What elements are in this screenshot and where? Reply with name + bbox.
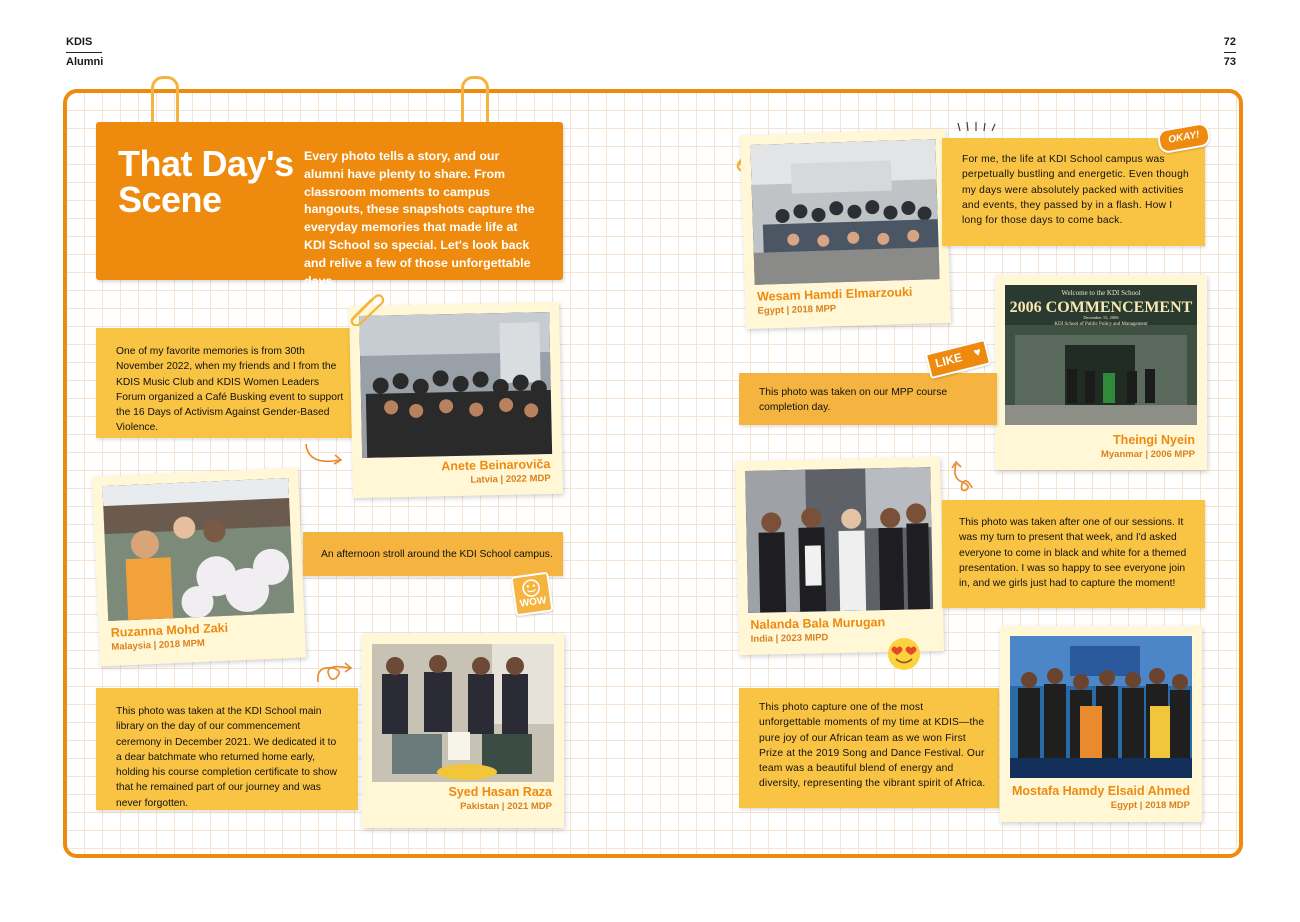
photo-classroom-group xyxy=(750,139,939,285)
photo-polaroid xyxy=(92,468,306,667)
alumni-program: Myanmar | 2006 MPP xyxy=(1100,449,1195,460)
photo-campus-stroll xyxy=(102,478,294,621)
photo-caption xyxy=(1101,433,1195,461)
story-note: This photo capture one of the most unforgettable moments of my time at KDIS—the pure joy of our African team as we won First Prize at the 2019 Song and Dance Festival. Our team was a beautiful blend of energy and diversity, representing the vibrant spirit of Africa. xyxy=(739,688,999,808)
sign-commencement-text: 2006 COMMENCEMENT xyxy=(1009,299,1193,316)
photo-caption xyxy=(441,457,551,487)
alumni-name: Nalanda Bala Murugan xyxy=(750,615,886,632)
alumni-name: Ruzanna Mohd Zaki xyxy=(110,620,229,640)
header-rule xyxy=(66,52,102,53)
photo-commencement-2006 xyxy=(1005,285,1197,425)
photo-caption xyxy=(110,621,228,654)
like-sticker-label: LIKE xyxy=(933,350,964,371)
alumni-name: Wesam Hamdi Elmarzouki xyxy=(756,284,913,304)
alumni-program: Egypt | 2018 MPP xyxy=(757,303,837,317)
paperclip-icon xyxy=(346,290,386,326)
story-note: For me, the life at KDI School campus was perpetually bustling and energetic. Even though my days were absolutely packed with activities and events, they passed by in a flash. How I long for those days to come back. xyxy=(942,138,1205,246)
sparkle-lines-icon xyxy=(955,120,1001,134)
heart-icon: ♥ xyxy=(972,344,983,360)
photo-caption xyxy=(757,285,913,318)
story-note: One of my favorite memories is from 30th November 2022, when my friends and I from the KDIS Music Club and KDIS Women Leaders Forum organized a Café Busking event to support the 16 Days of Activism Against Gender-Based Violence. xyxy=(96,328,358,438)
wow-sticker-icon xyxy=(510,572,553,617)
alumni-program: India | 2023 MIPD xyxy=(750,632,829,645)
photo-polaroid xyxy=(1000,626,1202,822)
section-label-bottom: Alumni xyxy=(66,56,104,68)
alumni-name: Theingi Nyein xyxy=(1113,433,1195,447)
page-title-line2: Scene xyxy=(118,179,222,220)
curved-arrow-icon xyxy=(302,440,346,470)
intro-text: Every photo tells a story, and our alumni have plenty to share. From classroom moments to campus hangouts, these snapshots capture the everyday memories that made life at KDI School so special. Let's look back and relive a few of those unforgettable days. xyxy=(304,149,535,288)
title-box xyxy=(96,122,563,288)
page-title-line1: That Day's xyxy=(118,143,294,184)
photo-polaroid xyxy=(740,129,951,329)
photo-polaroid xyxy=(735,457,944,655)
wow-sticker-label: WOW xyxy=(519,595,548,610)
section-label-top: KDIS xyxy=(66,36,93,48)
alumni-program: Pakistan | 2021 MDP xyxy=(460,801,552,812)
alumni-program: Malaysia | 2018 MPM xyxy=(111,637,206,653)
alumni-name: Anete Beinaroviča xyxy=(441,457,551,474)
header-rule xyxy=(1224,52,1236,53)
page-title xyxy=(118,143,294,220)
curved-arrow-icon xyxy=(948,458,978,494)
alumni-program: Latvia | 2022 MDP xyxy=(470,473,551,486)
sign-school-text: KDI School of Public Policy and Management xyxy=(1054,322,1148,327)
okay-sticker: OKAY! xyxy=(1156,122,1211,155)
photo-dance-festival xyxy=(1010,636,1192,778)
section-label xyxy=(66,35,103,69)
photo-polaroid xyxy=(995,275,1207,470)
page-number-left: 72 xyxy=(1223,36,1236,48)
story-note: This photo was taken after one of our sessions. It was my turn to present that week, and I'd asked everyone to come in black and white for a themed presentation. I was so happy to see everyone join in, and we girls just had to capture the moment! xyxy=(942,500,1205,608)
photo-caption xyxy=(448,785,552,813)
story-note: This photo was taken on our MPP course completion day. xyxy=(739,373,997,425)
photo-group-busking xyxy=(359,312,552,458)
page-numbers xyxy=(1224,35,1236,69)
alumni-name: Mostafa Hamdy Elsaid Ahmed xyxy=(1011,784,1190,798)
story-note: An afternoon stroll around the KDI School campus. xyxy=(303,532,563,576)
photo-polaroid xyxy=(349,302,563,498)
sign-welcome-text: Welcome to the KDI School xyxy=(1061,289,1141,297)
page-number-right: 73 xyxy=(1223,56,1236,68)
sign-date-text: December 15, 2006 xyxy=(1083,315,1119,320)
photo-polaroid xyxy=(362,634,564,828)
photo-caption xyxy=(750,615,885,646)
alumni-name: Syed Hasan Raza xyxy=(448,785,552,799)
alumni-program: Egypt | 2018 MDP xyxy=(1110,800,1190,811)
photo-caption xyxy=(1012,784,1190,812)
heart-eyes-emoji-icon xyxy=(886,636,922,672)
curved-arrow-icon xyxy=(314,660,356,688)
photo-library-certificate xyxy=(372,644,554,782)
story-note: This photo was taken at the KDI School main library on the day of our commencement ceremony in December 2021. We dedicated it to a dear batchmate who returned home early, holding his course completion certificate to show that he remained part of our journey and was never forgotten. xyxy=(96,688,358,810)
photo-presentation-group xyxy=(745,467,933,613)
